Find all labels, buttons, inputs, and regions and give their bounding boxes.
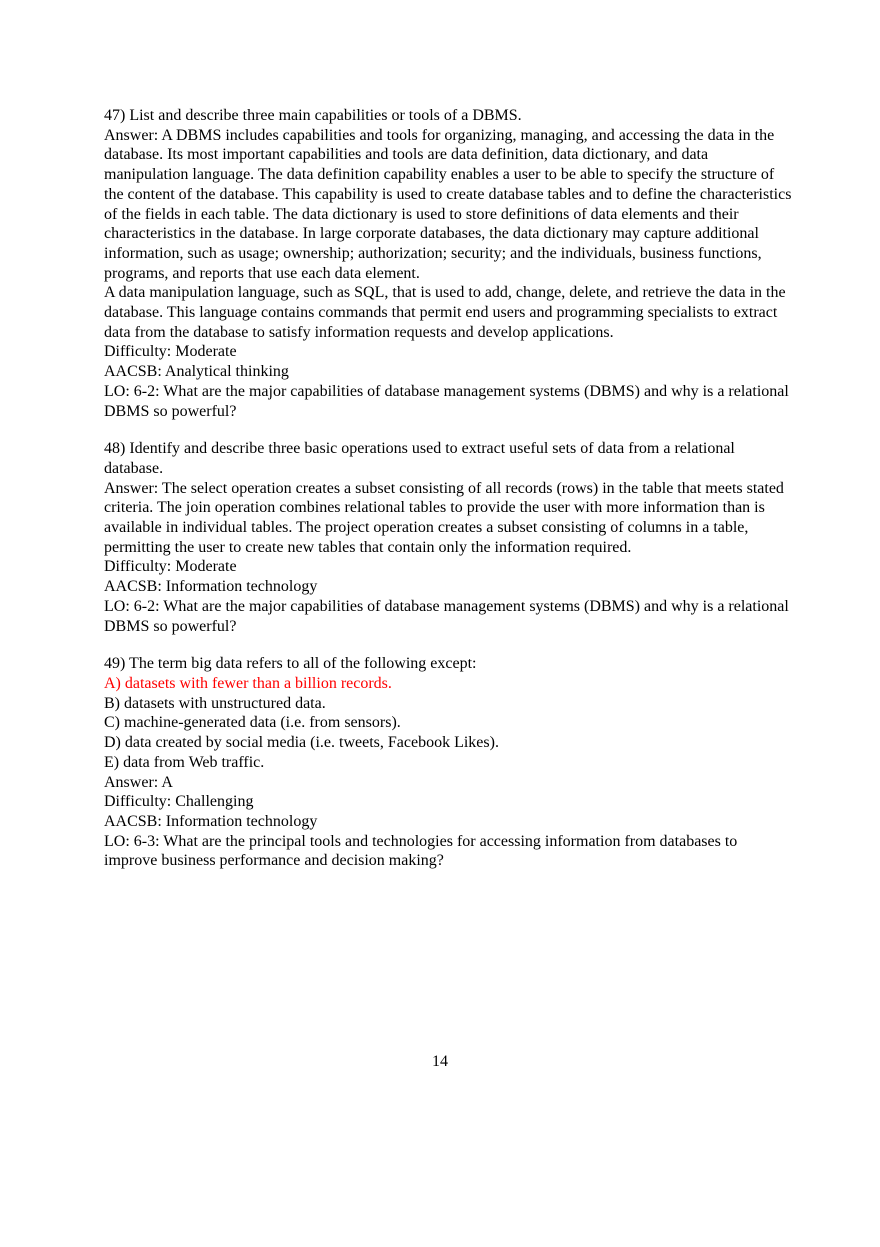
difficulty: Difficulty: Moderate xyxy=(104,343,237,361)
question-47 xyxy=(104,106,794,421)
question-48 xyxy=(104,439,794,636)
option-b: B) datasets with unstructured data. xyxy=(104,694,326,712)
question-stem: 47) List and describe three main capabilities or tools of a DBMS. xyxy=(104,107,522,124)
option-e: E) data from Web traffic. xyxy=(104,753,265,771)
learning-objective: LO: 6-2: What are the major capabilities of database management systems (DBMS) and why is a relational DBMS so powerful? xyxy=(104,382,789,420)
answer-text: Answer: A DBMS includes capabilities and tools for organizing, managing, and accessing the data in the database. Its most important capabilities and tools are data definition, data dictionary, and data manipulation language. The data definition capability enables a user to be able to specify the structure of the content of the database. This capability is used to create database tables and to define the characteristics of the fields in each table. The data dictionary is used to store definitions of data elements and their characteristics in the database. In large corporate databases, the data dictionary may capture additional information, such as usage; ownership; authorization; security; and the individuals, business functions, programs, and reports that use each data element. xyxy=(104,126,792,282)
question-stem: 49) The term big data refers to all of the following except: xyxy=(104,655,477,673)
answer-text-continued: A data manipulation language, such as SQL, that is used to add, change, delete, and retrieve the data in the database. This language contains commands that permit end users and programming specialists to extract data from the database to satisfy information requests and develop applications. xyxy=(104,284,786,341)
answer-key: Answer: A xyxy=(104,773,173,791)
aacsb: AACSB: Information technology xyxy=(104,812,318,830)
aacsb: AACSB: Analytical thinking xyxy=(104,363,289,381)
learning-objective: LO: 6-2: What are the major capabilities of database management systems (DBMS) and why is a relational DBMS so powerful? xyxy=(104,597,789,635)
difficulty: Difficulty: Challenging xyxy=(104,793,254,811)
document-page xyxy=(104,106,794,889)
option-c: C) machine-generated data (i.e. from sensors). xyxy=(104,714,401,732)
option-a-correct: A) datasets with fewer than a billion records. xyxy=(104,674,392,692)
question-stem: 48) Identify and describe three basic operations used to extract useful sets of data from a relational database. xyxy=(104,440,735,477)
learning-objective: LO: 6-3: What are the principal tools and technologies for accessing information from databases to improve business performance and decision making? xyxy=(104,832,738,870)
question-49 xyxy=(104,654,794,871)
difficulty: Difficulty: Moderate xyxy=(104,558,237,576)
aacsb: AACSB: Information technology xyxy=(104,578,318,596)
answer-text: Answer: The select operation creates a subset consisting of all records (rows) in the table that meets stated criteria. The join operation combines relational tables to provide the user with more information than is available in individual tables. The project operation creates a subset consisting of columns in a table, permitting the user to create new tables that contain only the information required. xyxy=(104,479,784,556)
option-d: D) data created by social media (i.e. tweets, Facebook Likes). xyxy=(104,734,499,752)
page-number: 14 xyxy=(432,1053,448,1070)
